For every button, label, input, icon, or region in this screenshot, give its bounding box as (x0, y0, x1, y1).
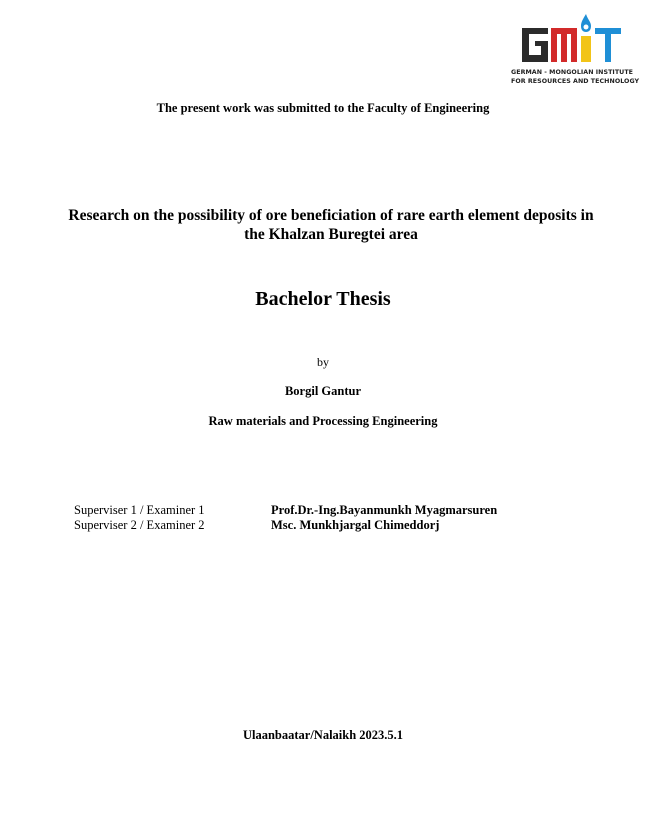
submission-statement: The present work was submitted to the Faculty of Engineering (156, 101, 490, 115)
thesis-title (66, 206, 596, 244)
thesis-title-line1: Research on the possibility of ore beneficiation of rare earth element deposits in (68, 207, 594, 224)
study-program: Raw materials and Processing Engineering (208, 414, 438, 428)
supervisor-name: Msc. Munkhjargal Chimeddorj (271, 518, 440, 532)
by-label: by (317, 355, 329, 369)
logo-text-line1: GERMAN - MONGOLIAN INSTITUTE (511, 69, 634, 76)
author-name: Borgil Gantur (284, 384, 362, 398)
supervisor-name: Prof.Dr.-Ing.Bayanmunkh Myagmarsuren (271, 503, 498, 517)
document-type: Bachelor Thesis (255, 288, 391, 310)
thesis-title-line2: the Khalzan Buregtei area (244, 226, 418, 243)
supervisor-role: Superviser 1 / Examiner 1 (74, 503, 205, 517)
supervisor-role: Superviser 2 / Examiner 2 (74, 518, 205, 532)
gmit-logo-icon (520, 12, 624, 64)
institute-logo (508, 12, 638, 90)
logo-text-line2: FOR RESOURCES AND TECHNOLOGY (511, 78, 640, 85)
place-date: Ulaanbaatar/Nalaikh 2023.5.1 (242, 728, 404, 742)
